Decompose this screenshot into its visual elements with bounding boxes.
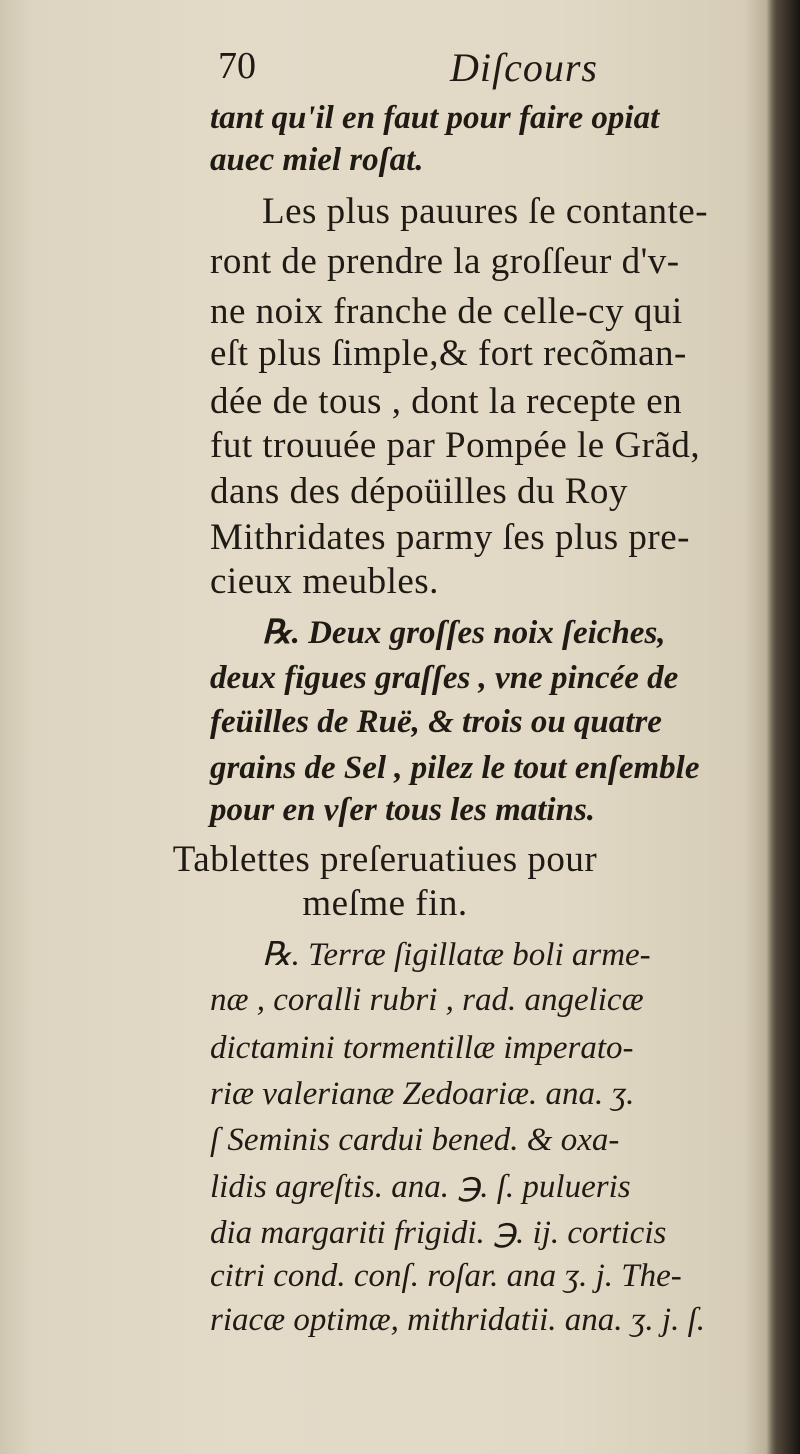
text-line: pour en vſer tous les matins. — [210, 792, 596, 828]
page-number: 70 — [218, 45, 256, 87]
text-line: grains de Sel , pilez le tout enſemble — [210, 750, 700, 786]
text-line: ne noix franche de celle-cy qui — [210, 291, 683, 332]
text-line: fut trouuée par Pompée le Grãd, — [210, 425, 701, 466]
text-line: tant qu'il en faut pour faire opiat — [210, 100, 660, 136]
book-spine-edge — [766, 0, 800, 1454]
text-line: riacæ optimæ, mithridatii. ana. ʒ. j. ſ. — [210, 1302, 706, 1338]
text-line: riæ valerianæ Zedoariæ. ana. ʒ. — [210, 1076, 635, 1112]
text-line: cieux meubles. — [210, 561, 439, 602]
text-line: eſt plus ſimple,& fort recõman- — [210, 333, 687, 374]
text-line: ront de prendre la groſſeur d'v- — [210, 241, 680, 282]
text-line: dans des dépoüilles du Roy — [210, 471, 628, 512]
section-heading: Tablettes preſeruatiues pour — [172, 839, 598, 880]
text-line: auec miel roſat. — [210, 142, 424, 178]
text-line: næ , coralli rubri , rad. angelicæ — [210, 982, 644, 1018]
section-heading-continued: meſme fin. — [302, 883, 468, 924]
text-line: lidis agreſtis. ana. ℈. ſ. pulueris — [210, 1169, 631, 1205]
text-line: feüilles de Ruë, & trois ou quatre — [210, 704, 662, 740]
text-line: Les plus pauures ſe contante- — [262, 191, 709, 232]
text-line: citri cond. conſ. roſar. ana ʒ. j. The- — [210, 1258, 682, 1294]
running-title: Diſcours — [450, 45, 598, 90]
text-line: ſ Seminis cardui bened. & oxa- — [210, 1122, 620, 1158]
text-line: dée de tous , dont la recepte en — [210, 381, 683, 422]
text-line: Mithridates parmy ſes plus pre- — [210, 517, 690, 558]
page-header — [218, 38, 670, 98]
text-line: dia margariti frigidi. ℈. ij. corticis — [210, 1215, 667, 1251]
text-line: dictamini tormentillæ imperato- — [210, 1030, 634, 1066]
text-line: deux figues graſſes , vne pincée de — [210, 660, 679, 696]
text-line: ℞. Terræ ſigillatæ boli arme- — [262, 937, 651, 973]
text-line: ℞. Deux groſſes noix ſeiches, — [262, 615, 666, 651]
